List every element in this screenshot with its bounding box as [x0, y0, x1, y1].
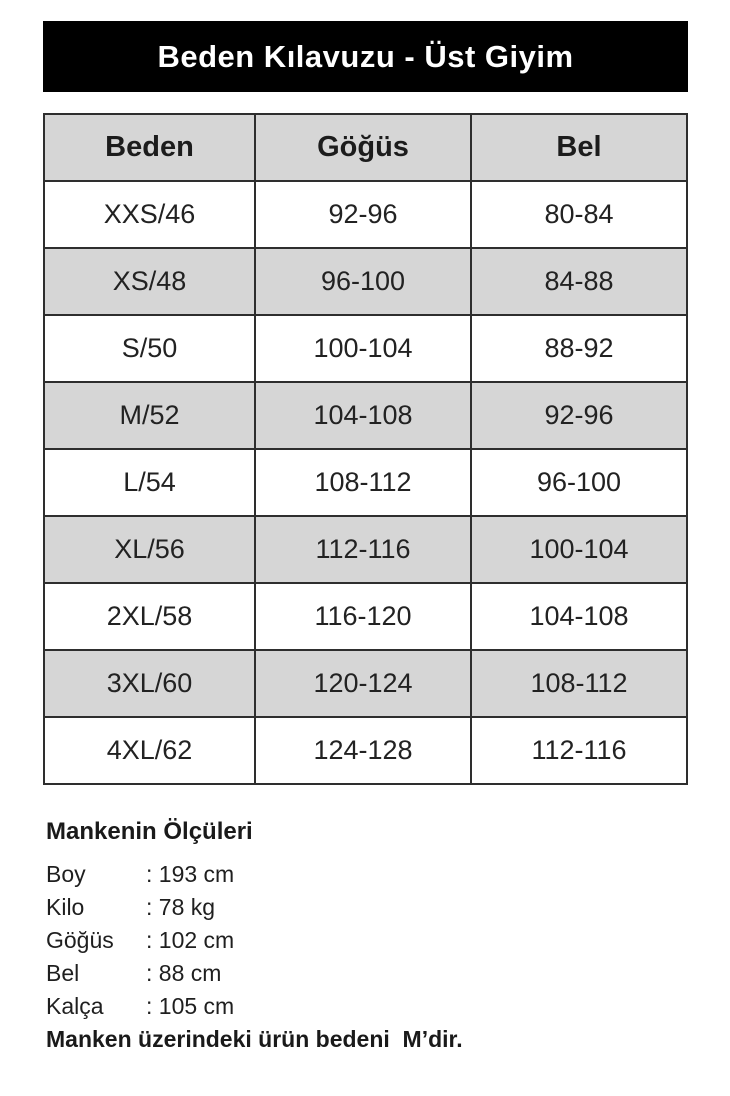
measurement-value: : 193 cm: [146, 861, 235, 887]
chest-cell: 112-116: [255, 516, 471, 583]
table-row: [44, 516, 687, 583]
size-cell: L/54: [44, 449, 255, 516]
chest-cell: 120-124: [255, 650, 471, 717]
table-row: [44, 248, 687, 315]
measurements-heading: Mankenin Ölçüleri: [46, 818, 253, 845]
measurement-value: : 102 cm: [146, 927, 235, 953]
measurement-row-boy: [46, 858, 687, 891]
table-header-row: [44, 114, 687, 181]
waist-cell: 108-112: [471, 650, 687, 717]
title-bar: [43, 21, 688, 92]
waist-cell: 92-96: [471, 382, 687, 449]
size-cell: XL/56: [44, 516, 255, 583]
size-cell: XS/48: [44, 248, 255, 315]
waist-cell: 100-104: [471, 516, 687, 583]
waist-cell: 80-84: [471, 181, 687, 248]
measurement-label: Kalça: [46, 993, 104, 1019]
size-cell: 3XL/60: [44, 650, 255, 717]
measurement-label: Bel: [46, 960, 80, 986]
chest-cell: 92-96: [255, 181, 471, 248]
size-cell: S/50: [44, 315, 255, 382]
measurement-label: Boy: [46, 861, 86, 887]
table-row: [44, 650, 687, 717]
waist-cell: 84-88: [471, 248, 687, 315]
chest-cell: 104-108: [255, 382, 471, 449]
chest-cell: 96-100: [255, 248, 471, 315]
chest-cell: 124-128: [255, 717, 471, 784]
measurements-note: Manken üzerindeki ürün bedeni M’dir.: [46, 1026, 463, 1052]
waist-cell: 88-92: [471, 315, 687, 382]
measurement-value: : 88 cm: [146, 960, 222, 986]
measurement-label: Göğüs: [46, 927, 114, 953]
waist-cell: 104-108: [471, 583, 687, 650]
table-row: [44, 717, 687, 784]
chest-cell: 100-104: [255, 315, 471, 382]
size-cell: M/52: [44, 382, 255, 449]
table-row: [44, 181, 687, 248]
measurement-row-gogus: [46, 924, 687, 957]
column-header-beden: Beden: [44, 114, 255, 181]
measurement-value: : 105 cm: [146, 993, 235, 1019]
table-row: [44, 449, 687, 516]
measurement-row-kalca: [46, 990, 687, 1023]
page-title: Beden Kılavuzu - Üst Giyim: [157, 38, 574, 74]
measurement-row-kilo: [46, 891, 687, 924]
chest-cell: 108-112: [255, 449, 471, 516]
table-row: [44, 315, 687, 382]
measurement-row-bel: [46, 957, 687, 990]
waist-cell: 112-116: [471, 717, 687, 784]
chest-cell: 116-120: [255, 583, 471, 650]
size-cell: 4XL/62: [44, 717, 255, 784]
table-row: [44, 382, 687, 449]
model-measurements: [43, 818, 687, 1056]
measurement-label: Kilo: [46, 894, 85, 920]
column-header-bel: Bel: [471, 114, 687, 181]
size-cell: 2XL/58: [44, 583, 255, 650]
measurement-value: : 78 kg: [146, 894, 216, 920]
waist-cell: 96-100: [471, 449, 687, 516]
column-header-gogus: Göğüs: [255, 114, 471, 181]
size-table: [43, 113, 688, 785]
size-cell: XXS/46: [44, 181, 255, 248]
table-row: [44, 583, 687, 650]
